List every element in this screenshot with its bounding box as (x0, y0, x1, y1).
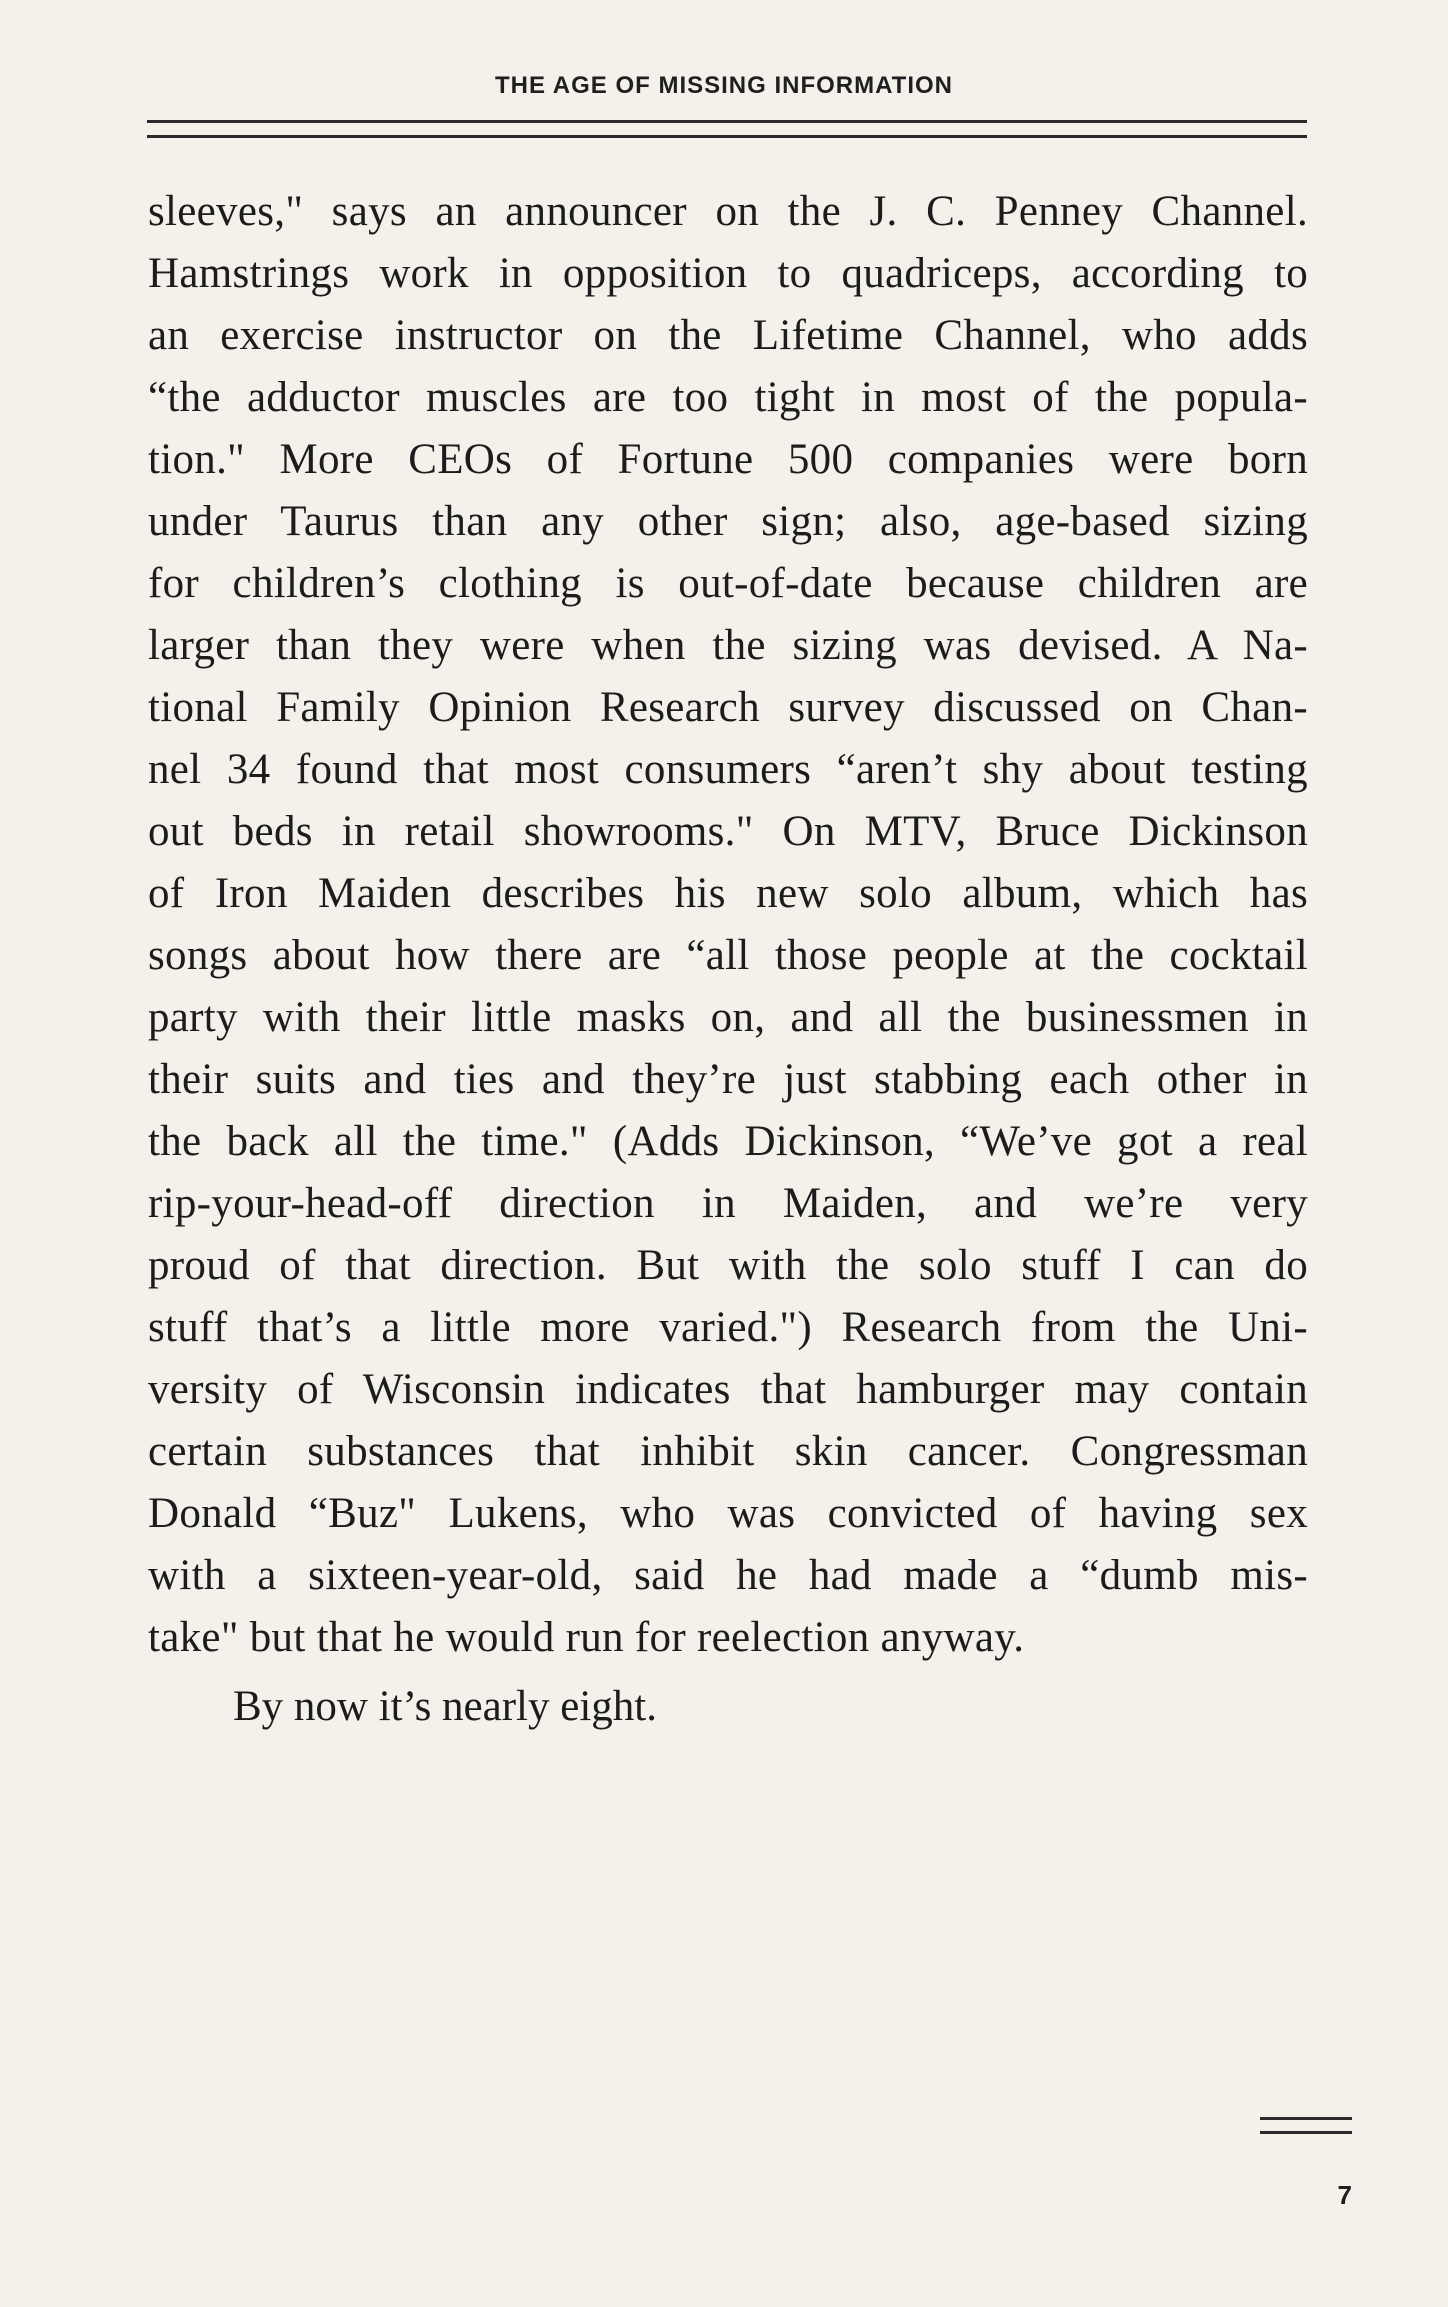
text-line: with a sixteen-year-old, said he had made a “dumb mis- (148, 1552, 1308, 1599)
text-line: the back all the time." (Adds Dickinson, “We’ve got a real (148, 1118, 1308, 1165)
page-number: 7 (1337, 2180, 1352, 2210)
text-line: certain substances that inhibit skin cancer. Congressman (148, 1428, 1308, 1475)
closing-paragraph: By now it’s nearly eight. (233, 1683, 657, 1730)
text-line: proud of that direction. But with the solo stuff I can do (148, 1242, 1308, 1289)
footer-rule-top (1260, 2117, 1352, 2120)
running-head: THE AGE OF MISSING INFORMATION (495, 72, 953, 99)
text-line: versity of Wisconsin indicates that hamburger may contain (148, 1366, 1308, 1413)
text-line: party with their little masks on, and all the businessmen in (148, 994, 1308, 1041)
text-line: songs about how there are “all those people at the cocktail (148, 932, 1308, 979)
header-rule-top (147, 120, 1307, 123)
text-line: tion." More CEOs of Fortune 500 companies were born (148, 436, 1308, 483)
text-line: Donald “Buz" Lukens, who was convicted of having sex (148, 1490, 1308, 1537)
text-line: tional Family Opinion Research survey discussed on Chan- (148, 684, 1308, 731)
body-paragraph (148, 181, 1308, 1669)
text-line: take" but that he would run for reelection anyway. (148, 1614, 1025, 1661)
text-line: larger than they were when the sizing was devised. A Na- (148, 622, 1308, 669)
text-line: stuff that’s a little more varied.") Research from the Uni- (148, 1304, 1308, 1351)
text-line: of Iron Maiden describes his new solo album, which has (148, 870, 1308, 917)
text-line: under Taurus than any other sign; also, age-based sizing (148, 498, 1308, 545)
text-line: Hamstrings work in opposition to quadriceps, according to (148, 250, 1308, 297)
text-line: for children’s clothing is out-of-date because children are (148, 560, 1308, 607)
text-line: nel 34 found that most consumers “aren’t shy about testing (148, 746, 1308, 793)
text-line: an exercise instructor on the Lifetime Channel, who adds (148, 312, 1308, 359)
text-line: “the adductor muscles are too tight in most of the popula- (148, 374, 1308, 421)
text-line: their suits and ties and they’re just stabbing each other in (148, 1056, 1308, 1103)
header-rule-bottom (147, 135, 1307, 138)
text-line: out beds in retail showrooms." On MTV, Bruce Dickinson (148, 808, 1308, 855)
text-line: rip-your-head-off direction in Maiden, and we’re very (148, 1180, 1308, 1227)
text-line: sleeves," says an announcer on the J. C. Penney Channel. (148, 188, 1308, 235)
footer-rule-bottom (1260, 2131, 1352, 2134)
